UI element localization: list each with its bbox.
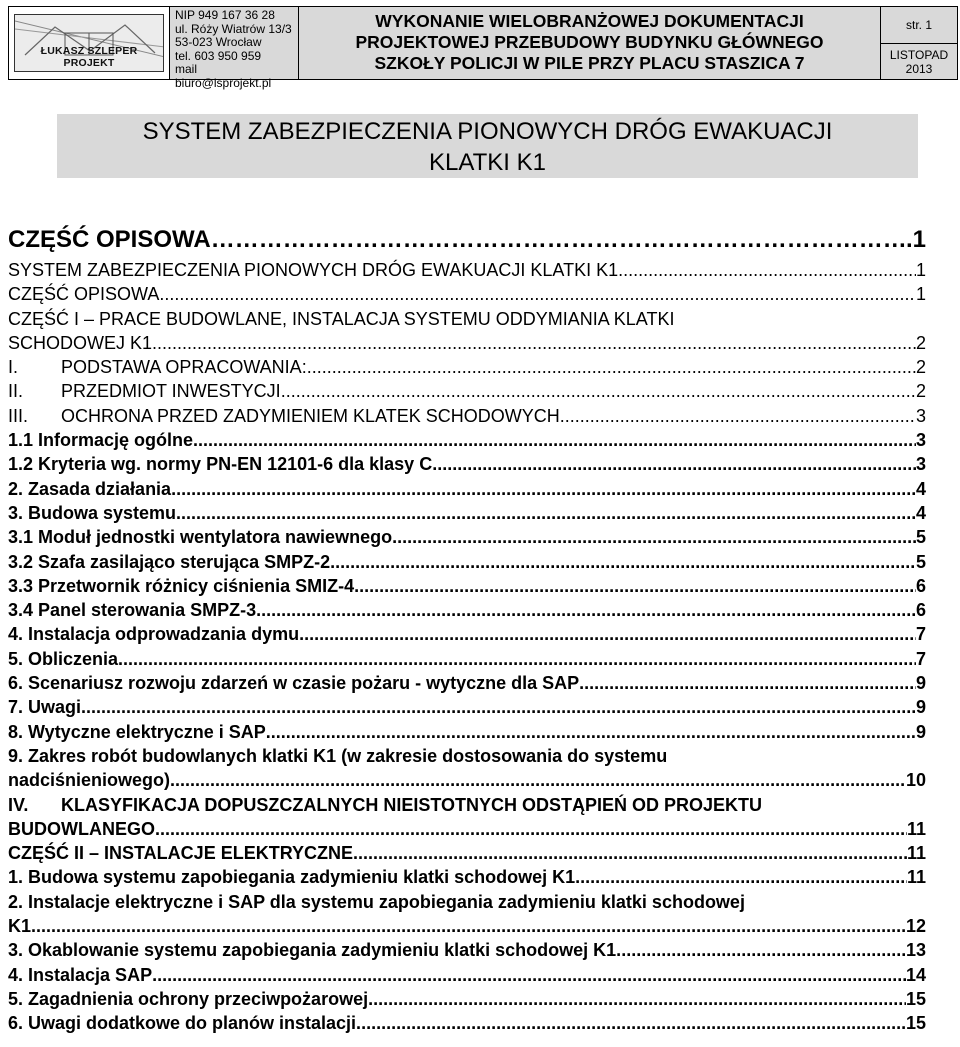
toc-leader-dots xyxy=(176,501,916,525)
toc-leader-dots xyxy=(31,914,906,938)
toc-leader-dots xyxy=(353,841,907,865)
toc-entry-page: 5 xyxy=(915,527,926,548)
contact-street: ul. Róży Wiatrów 13/3 xyxy=(175,21,292,36)
toc-entry[interactable] xyxy=(8,938,926,962)
toc-entry-page: 7 xyxy=(915,648,926,669)
toc-leader-dots xyxy=(159,282,916,306)
document-date xyxy=(881,44,957,76)
toc-entry-text: 3.4 Panel sterowania SMPZ-3 xyxy=(8,600,257,621)
toc-entry-number: II. xyxy=(8,381,24,402)
toc-entry-page: 6 xyxy=(915,600,926,621)
toc-entry-text: 3.3 Przetwornik różnicy ciśnienia SMIZ-4 xyxy=(8,575,355,596)
toc-leader-dots xyxy=(361,1011,906,1035)
toc-entry-text: 6. Uwagi dodatkowe do planów instalacji. xyxy=(8,1013,362,1034)
toc-leader-dots xyxy=(256,598,916,622)
toc-top-entry[interactable] xyxy=(8,222,926,258)
toc-entry[interactable] xyxy=(8,647,926,671)
toc-leader-dots xyxy=(330,550,916,574)
toc-entry[interactable] xyxy=(8,768,926,792)
contact-email: mail biuro@lsprojekt.pl xyxy=(175,62,272,90)
toc-entry-text: 1.1 Informację ogólne xyxy=(8,430,194,451)
date-year: 2013 xyxy=(905,62,933,76)
toc-entry[interactable] xyxy=(8,963,926,987)
toc-entry-text: PODSTAWA OPRACOWANIA: xyxy=(61,357,307,378)
toc-entry-text: 5. Obliczenia xyxy=(8,648,119,669)
toc-entry-text: OCHRONA PRZED ZADYMIENIEM KLATEK SCHODOWYCH. xyxy=(61,405,565,426)
toc-entry-text: 4. Instalacja odprowadzania dymu xyxy=(8,624,300,645)
toc-entry-page: 4 xyxy=(915,478,926,499)
toc-entry-page: 9 xyxy=(915,673,926,694)
main-title-line: KLATKI K1 xyxy=(429,149,546,176)
toc-entry-number: III. xyxy=(8,405,29,426)
toc-entry[interactable] xyxy=(8,404,926,428)
toc-entry[interactable] xyxy=(8,258,926,282)
toc-entry-text: 7. Uwagi. xyxy=(8,697,87,718)
contact-nip: NIP 949 167 36 28 xyxy=(175,8,275,22)
toc-leader-dots xyxy=(281,379,916,403)
document-title-line: PROJEKTOWEJ PRZEBUDOWY BUDYNKU GŁÓWNEGO xyxy=(355,32,824,52)
toc-entry-page: 9 xyxy=(915,721,926,742)
toc-entry-page: 11 xyxy=(906,867,926,888)
toc-entry[interactable] xyxy=(8,525,926,549)
toc-entry-page: 11 xyxy=(906,818,926,839)
toc-entry-text: SYSTEM ZABEZPIECZENIA PIONOWYCH DRÓG EWAKUACJI KLATKI K1 xyxy=(8,260,619,280)
toc-entry-text: 3. Budowa systemu xyxy=(8,502,177,523)
toc-entry-page: 4 xyxy=(915,502,926,523)
company-logo xyxy=(14,14,164,72)
toc-leader-dots xyxy=(392,525,916,549)
toc-entry-text: BUDOWLANEGO xyxy=(8,818,155,839)
toc-leader-dots xyxy=(152,963,906,987)
toc-entry-page: 3 xyxy=(915,405,926,426)
toc-leader-dots xyxy=(580,865,907,889)
toc-entry-page: 3 xyxy=(915,454,926,475)
toc-entry-page: 15 xyxy=(905,988,926,1009)
toc-entry-text: 2. Zasada działania xyxy=(8,478,172,499)
toc-entry[interactable] xyxy=(8,914,926,938)
toc-entry-page: 1 xyxy=(915,260,926,280)
toc-entry-text: 1. Budowa systemu zapobiegania zadymieniu klatki schodowej K1. xyxy=(8,867,581,888)
toc-entry-page: 11 xyxy=(906,843,926,864)
toc-entry-text: 4. Instalacja SAP xyxy=(8,964,153,985)
toc-leader-dots xyxy=(193,428,916,452)
toc-entry[interactable] xyxy=(8,282,926,306)
toc-entry-page: 15 xyxy=(905,1013,926,1034)
toc-entry-text: 3.1 Moduł jednostki wentylatora nawiewnego xyxy=(8,527,393,548)
toc-entry-number: I. xyxy=(8,357,19,378)
toc-entry-text: K1 xyxy=(8,916,32,937)
toc-entry[interactable] xyxy=(8,1011,926,1035)
document-title-line: WYKONANIE WIELOBRANŻOWEJ DOKUMENTACJI xyxy=(375,11,804,31)
toc-entry-text: CZĘŚĆ OPISOWA xyxy=(8,226,211,253)
page-header xyxy=(8,6,958,90)
toc-leader-dots xyxy=(618,258,916,282)
main-title-line: SYSTEM ZABEZPIECZENIA PIONOWYCH DRÓG EWAKUACJI xyxy=(142,118,833,145)
toc-entry[interactable] xyxy=(8,817,926,841)
toc-entry[interactable] xyxy=(8,355,926,379)
toc-entry-page: 10 xyxy=(905,770,926,791)
toc-entry[interactable] xyxy=(8,501,926,525)
toc-leader-dots xyxy=(299,622,916,646)
toc-entry[interactable] xyxy=(8,379,926,403)
toc-leader-dots xyxy=(621,938,906,962)
toc-entry[interactable] xyxy=(8,890,926,914)
toc-entry[interactable] xyxy=(8,720,926,744)
toc-entry[interactable] xyxy=(8,671,926,695)
toc-entry-page: 2 xyxy=(915,332,926,353)
toc-entry[interactable] xyxy=(8,598,926,622)
toc-entry-page: .1 xyxy=(905,226,926,253)
toc-entry-page: 3 xyxy=(915,430,926,451)
toc-entry-text: 8. Wytyczne elektryczne i SAP xyxy=(8,721,266,742)
toc-leader-dots xyxy=(354,574,916,598)
toc-entry-text: 2. Instalacje elektryczne i SAP dla systemu zapobiegania zadymieniu klatki schodowej xyxy=(8,891,745,912)
toc-entry-page: 1 xyxy=(915,284,926,305)
contact-city: 53-023 Wrocław xyxy=(175,35,262,50)
contact-info xyxy=(170,7,299,90)
toc-entry-text: CZĘŚĆ I – PRACE BUDOWLANE, INSTALACJA SYSTEMU ODDYMIANIA KLATKI xyxy=(8,308,675,329)
toc-entry-page: 9 xyxy=(915,697,926,718)
toc-leader-dots xyxy=(266,720,916,744)
toc-entry[interactable] xyxy=(8,428,926,452)
toc-entry[interactable] xyxy=(8,744,926,768)
toc-entry-page: 6 xyxy=(915,575,926,596)
toc-entry-text: nadciśnieniowego) xyxy=(8,770,171,791)
toc-entry-text: 3.2 Szafa zasilająco sterująca SMPZ-2 xyxy=(8,551,331,572)
toc-entry[interactable] xyxy=(8,695,926,719)
toc-entry-text: 9. Zakres robót budowlanych klatki K1 (w zakresie dostosowania do systemu xyxy=(8,745,668,766)
toc-leader-dots xyxy=(86,695,916,719)
toc-entry[interactable] xyxy=(8,477,926,501)
logo-text: ŁUKASZ SZLEPER PROJEKT xyxy=(40,45,138,69)
page-number: str. 1 xyxy=(881,7,957,44)
toc-entry[interactable] xyxy=(8,987,926,1011)
document-title xyxy=(299,7,881,79)
toc-entry-text: CZĘŚĆ II – INSTALACJE ELEKTRYCZNE xyxy=(8,843,354,864)
toc-entry-page: 2 xyxy=(915,357,926,378)
toc-entry[interactable] xyxy=(8,550,926,574)
table-of-contents xyxy=(8,222,926,1036)
toc-entry-page: 7 xyxy=(915,624,926,645)
toc-leader-dots xyxy=(170,768,906,792)
toc-leader-dots xyxy=(373,987,906,1011)
toc-entry-page: 13 xyxy=(905,940,926,961)
toc-entry[interactable] xyxy=(8,841,926,865)
toc-leader-dots xyxy=(155,817,907,841)
toc-entry-text: KLASYFIKACJA DOPUSZCZALNYCH NIEISTOTNYCH ODSTĄPIEŃ OD PROJEKTU xyxy=(61,794,763,815)
toc-entry-text: CZĘŚĆ OPISOWA xyxy=(8,284,160,305)
toc-entry[interactable] xyxy=(8,307,926,331)
toc-entry-page: 2 xyxy=(915,381,926,402)
toc-entry-text: 1.2 Kryteria wg. normy PN-EN 12101-6 dla klasy C xyxy=(8,454,433,475)
toc-leader-dots xyxy=(211,222,906,258)
toc-entry[interactable] xyxy=(8,574,926,598)
toc-entry-number: IV. xyxy=(8,794,29,815)
toc-entry-text: 5. Zagadnienia ochrony przeciwpożarowej. xyxy=(8,988,374,1009)
document-title-line: SZKOŁY POLICJI W PILE PRZY PLACU STASZICA 7 xyxy=(374,53,805,73)
toc-entry-text: PRZEDMIOT INWESTYCJI xyxy=(61,381,281,402)
toc-entry-page: 14 xyxy=(905,964,926,985)
toc-leader-dots xyxy=(565,404,916,428)
toc-entry[interactable] xyxy=(8,331,926,355)
toc-entry[interactable] xyxy=(8,622,926,646)
toc-entry[interactable] xyxy=(8,793,926,817)
toc-entry[interactable] xyxy=(8,865,926,889)
toc-entry-page: 12 xyxy=(905,916,926,937)
page-info xyxy=(881,7,957,79)
main-title xyxy=(57,114,918,178)
contact-phone: tel. 603 950 959 xyxy=(175,48,262,63)
toc-leader-dots xyxy=(579,671,916,695)
toc-entry-text: 6. Scenariusz rozwoju zdarzeń w czasie pożaru - wytyczne dla SAP xyxy=(8,673,580,694)
toc-leader-dots xyxy=(307,355,916,379)
date-month: LISTOPAD xyxy=(889,48,949,62)
toc-entry[interactable] xyxy=(8,452,926,476)
toc-leader-dots xyxy=(432,452,916,476)
logo-cell xyxy=(9,7,170,79)
toc-entry-text: 3. Okablowanie systemu zapobiegania zadymieniu klatki schodowej K1. xyxy=(8,940,622,961)
toc-leader-dots xyxy=(118,647,916,671)
toc-entry-page: 5 xyxy=(915,551,926,572)
toc-leader-dots xyxy=(152,331,916,355)
toc-leader-dots xyxy=(171,477,916,501)
toc-entry-text: SCHODOWEJ K1 xyxy=(8,332,153,353)
